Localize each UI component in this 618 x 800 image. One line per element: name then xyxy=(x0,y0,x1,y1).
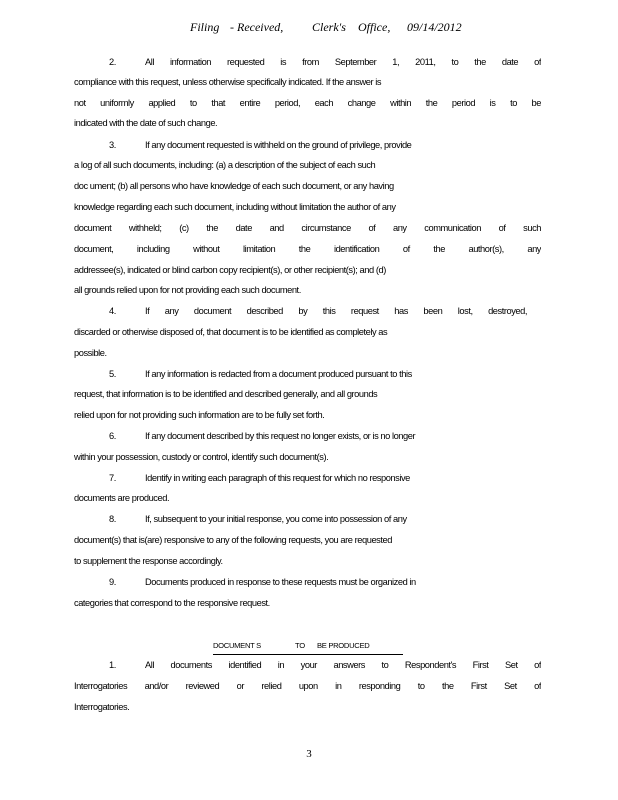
paragraph-5-line: request, that information is to be identified and described generally, and all grounds xyxy=(74,389,378,399)
paragraph-3-line: doc ument; (b) all persons who have knowledge of each such document, or any having xyxy=(74,181,394,191)
paragraph-9-line: categories that correspond to the responsive request. xyxy=(74,598,270,608)
paragraph-6-line: within your possession, custody or control, identify such document(s). xyxy=(74,452,329,462)
paragraph-7-line: documents are produced. xyxy=(74,493,170,503)
paragraph-number: 2. xyxy=(109,57,116,67)
paragraph-number: 8. xyxy=(109,514,116,524)
paragraph-3-line: document, including without limitation the identification of the author(s), any xyxy=(74,244,541,254)
paragraph-number: 3. xyxy=(109,140,116,150)
paragraph-5-line: 5. If any information is redacted from a document produced pursuant to this xyxy=(109,366,541,382)
header-filing: Filing xyxy=(190,20,220,34)
section-heading xyxy=(213,640,403,655)
paragraph-number: 6. xyxy=(109,431,116,441)
paragraph-2-line: 2. All information requested is from September 1, 2011, to the date of xyxy=(109,54,541,70)
paragraph-8-line: 8. If, subsequent to your initial response, you come into possession of any xyxy=(109,511,541,527)
heading-word: DOCUMENT S xyxy=(213,641,261,650)
request-1-line: 1. All documents identified in your answers to Respondent's First Set of xyxy=(109,657,541,673)
paragraph-6-line: 6. If any document described by this request no longer exists, or is no longer xyxy=(109,428,541,444)
paragraph-2-line: indicated with the date of such change. xyxy=(74,118,218,128)
paragraph-3-line: a log of all such documents, including: (a) a description of the subject of each such xyxy=(74,160,376,170)
paragraph-number: 7. xyxy=(109,473,116,483)
paragraph-3-line: knowledge regarding each such document, including without limitation the author of any xyxy=(74,202,396,212)
paragraph-3-line: addressee(s), indicated or blind carbon copy recipient(s), or other recipient(s); and (d) xyxy=(74,265,386,275)
page-number: 3 xyxy=(306,748,312,760)
paragraph-4-line: possible. xyxy=(74,348,107,358)
header-office: Office, xyxy=(358,20,391,34)
paragraph-4-line: discarded or otherwise disposed of, that document is to be identified as completely as xyxy=(74,327,388,337)
header-clerks: Clerk's xyxy=(312,20,346,34)
paragraph-8-line: to supplement the response accordingly. xyxy=(74,556,223,566)
paragraph-7-line: 7. Identify in writing each paragraph of this request for which no responsive xyxy=(109,470,541,486)
paragraph-number: 5. xyxy=(109,369,116,379)
paragraph-3-line: 3. If any document requested is withheld on the ground of privilege, provide xyxy=(109,137,541,153)
heading-word: BE PRODUCED xyxy=(317,641,370,650)
paragraph-3-line: all grounds relied upon for not providing each such document. xyxy=(74,285,301,295)
paragraph-5-line: relied upon for not providing such information are to be fully set forth. xyxy=(74,410,325,420)
paragraph-9-line: 9. Documents produced in response to these requests must be organized in xyxy=(109,574,541,590)
paragraph-number: 4. xyxy=(109,306,116,316)
paragraph-2-line: not uniformly applied to that entire period, each change within the period is to be xyxy=(74,98,541,108)
paragraph-number: 9. xyxy=(109,577,116,587)
header-date: 09/14/2012 xyxy=(407,20,462,34)
paragraph-8-line: document(s) that is(are) responsive to any of the following requests, you are requested xyxy=(74,535,392,545)
heading-word: TO xyxy=(295,641,305,650)
paragraph-3-line: document withheld; (c) the date and circumstance of any communication of such xyxy=(74,223,541,233)
request-1-line: Interrogatories and/or reviewed or relied upon in responding to the First Set of xyxy=(74,681,541,691)
header-received: - Received, xyxy=(230,20,284,34)
paragraph-4-line: 4. If any document described by this request has been lost, destroyed, xyxy=(109,303,527,319)
request-number: 1. xyxy=(109,660,116,670)
paragraph-2-line: compliance with this request, unless otherwise specifically indicated. If the answer is xyxy=(74,77,382,87)
request-1-line: Interrogatories. xyxy=(74,702,130,712)
